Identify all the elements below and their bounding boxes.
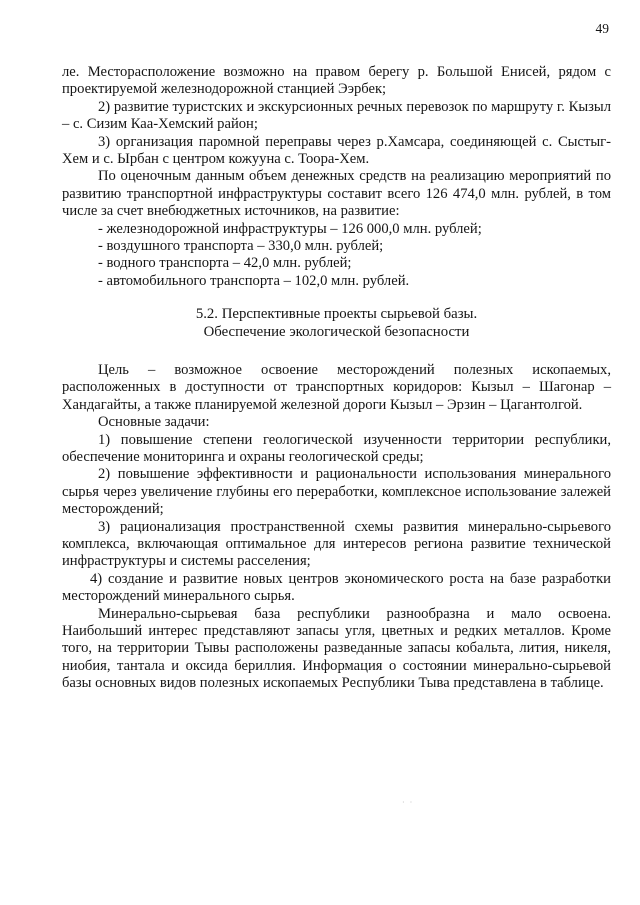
- paragraph: ле. Месторасположение возможно на правом берегу р. Большой Енисей, рядом с проектируемой железнодорожной станцией Ээрбек;: [62, 64, 611, 98]
- paragraph: 3) рационализация пространственной схемы развития минерально-сырьевого комплекса, включающая оптимальное для интересов региона развитие технической инфраструктуры и системы расселения;: [62, 518, 611, 570]
- paragraph: Основные задачи:: [98, 414, 210, 431]
- paragraph: 2) развитие туристских и экскурсионных речных перевозок по маршруту г. Кызыл – с. Сизим Каа-Хемский район;: [62, 98, 611, 133]
- paragraph: Цель – возможное освоение месторождений полезных ископаемых, расположенных в доступности от транспортных коридоров: Кызыл – Шагонар – Хандагайты, а также планируемой железной дороги Кызыл – Эрзин – Цагантолгой.: [62, 361, 611, 413]
- section-resource-text: [62, 362, 611, 693]
- paragraph: 1) повышение степени геологической изученности территории республики, обеспечение мониторинга и охраны геологической среды;: [62, 431, 611, 465]
- paragraph: По оценочным данным объем денежных средств на реализацию мероприятий по развитию транспортной инфраструктуры составит всего 126 474,0 млн. рублей, в том числе за счет внебюджетных источников, на развитие:: [62, 168, 611, 220]
- section-heading-line-1: 5.2. Перспективные проекты сырьевой базы.: [195, 306, 478, 323]
- list-item: - воздушного транспорта – 330,0 млн. рублей;: [98, 238, 384, 255]
- section-transport-text: [62, 64, 611, 290]
- page-number: 49: [595, 21, 609, 36]
- paragraph: 4) создание и развитие новых центров экономического роста на базе разработки месторождений минерального сырья.: [62, 570, 611, 605]
- list-item: - железнодорожной инфраструктуры – 126 000,0 млн. рублей;: [98, 220, 482, 237]
- section-heading-line-2: Обеспечение экологической безопасности: [203, 324, 470, 341]
- section-heading: [62, 306, 611, 342]
- scan-specks: ··: [402, 798, 418, 807]
- document-body: [62, 64, 611, 693]
- paragraph: Минерально-сырьевая база республики разнообразна и мало освоена. Наибольший интерес представляют запасы угля, цветных и редких металлов. Кроме того, на территории Тывы расположены разведанные запасы кобальта, лития, никеля, ниобия, тантала и оксида бериллия. Информация о состоянии минерально-сырьевой базы основных видов полезных ископаемых Республики Тыва представлена в таблице.: [62, 605, 611, 692]
- list-item: - водного транспорта – 42,0 млн. рублей;: [98, 255, 352, 272]
- paragraph: 2) повышение эффективности и рациональности использования минерального сырья через увеличение глубины его переработки, комплексное использование залежей месторождений;: [62, 466, 611, 518]
- paragraph: 3) организация паромной переправы через р.Хамсара, соединяющей с. Сыстыг-Хем и с. Ырбан с центром кожууна с. Тоора-Хем.: [62, 133, 611, 168]
- list-item: - автомобильного транспорта – 102,0 млн. рублей.: [98, 272, 410, 289]
